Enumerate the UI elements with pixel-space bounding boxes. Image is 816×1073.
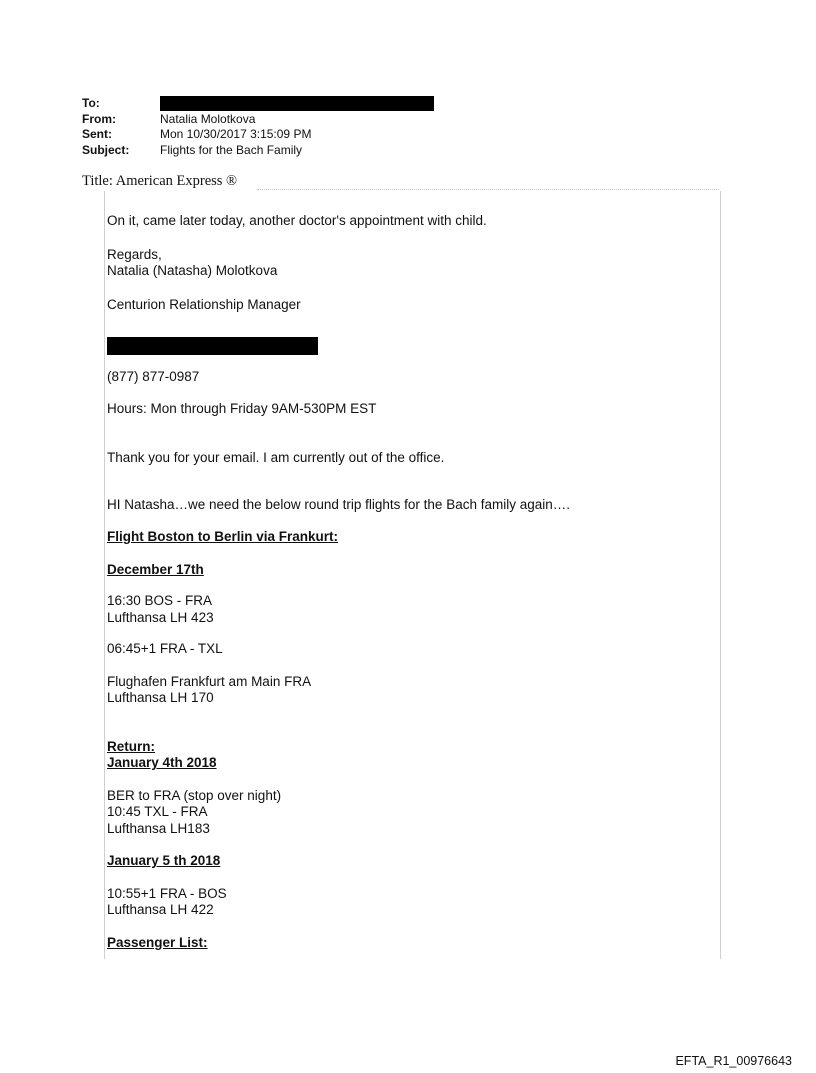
subject-value: Flights for the Bach Family — [160, 142, 303, 157]
stopover-text: BER to FRA (stop over night) — [107, 787, 282, 803]
from-label: From: — [82, 111, 116, 126]
flight-heading: Flight Boston to Berlin via Frankurt: — [107, 529, 339, 544]
out-of-office-text: Thank you for your email. I am currently out of the office. — [107, 450, 445, 465]
airport-name: Flughafen Frankfurt am Main FRA — [107, 673, 312, 689]
flight-1-number: Lufthansa LH 423 — [107, 609, 214, 625]
date-december-17: December 17th — [107, 561, 204, 577]
flight-4-time: 10:55+1 FRA - BOS — [107, 885, 227, 901]
sent-value: Mon 10/30/2017 3:15:09 PM — [160, 127, 312, 141]
document-id: EFTA_R1_00976643 — [675, 1054, 792, 1068]
to-label: To: — [82, 96, 100, 110]
reply-line: On it, came later today, another doctor's appointment with child. — [107, 213, 487, 228]
flight-1-time: 16:30 BOS - FRA — [107, 593, 213, 608]
flight-3-number: Lufthansa LH183 — [107, 820, 210, 836]
from-value: Natalia Molotkova — [160, 111, 256, 126]
title-divider — [257, 189, 719, 190]
from-row — [82, 112, 434, 128]
sent-label: Sent: — [82, 127, 112, 141]
return-heading: Return: — [107, 738, 155, 754]
document-title: Title: American Express ® — [82, 173, 238, 189]
date-january-4: January 4th 2018 — [107, 755, 217, 770]
message-body — [107, 213, 707, 951]
regards-text: Regards, — [107, 246, 162, 262]
passenger-list-heading: Passenger List: — [107, 934, 208, 950]
signature-name: Natalia (Natasha) Molotkova — [107, 263, 278, 278]
flight-3-time: 10:45 TXL - FRA — [107, 804, 208, 819]
phone-number: (877) 877-0987 — [107, 369, 200, 384]
flight-4-number: Lufthansa LH 422 — [107, 902, 214, 917]
redacted-recipient — [160, 96, 434, 111]
sent-row — [82, 127, 434, 143]
date-january-5: January 5 th 2018 — [107, 853, 221, 868]
request-text: HI Natasha…we need the below round trip flights for the Bach family again…. — [107, 496, 570, 512]
subject-label: Subject: — [82, 142, 130, 157]
office-hours: Hours: Mon through Friday 9AM-530PM EST — [107, 400, 377, 416]
email-header — [82, 96, 434, 158]
subject-row — [82, 143, 434, 159]
to-row — [82, 96, 434, 112]
redacted-contact — [107, 337, 318, 355]
signature-role: Centurion Relationship Manager — [107, 296, 301, 312]
flight-2-number: Lufthansa LH 170 — [107, 690, 214, 705]
flight-2-time: 06:45+1 FRA - TXL — [107, 641, 223, 656]
